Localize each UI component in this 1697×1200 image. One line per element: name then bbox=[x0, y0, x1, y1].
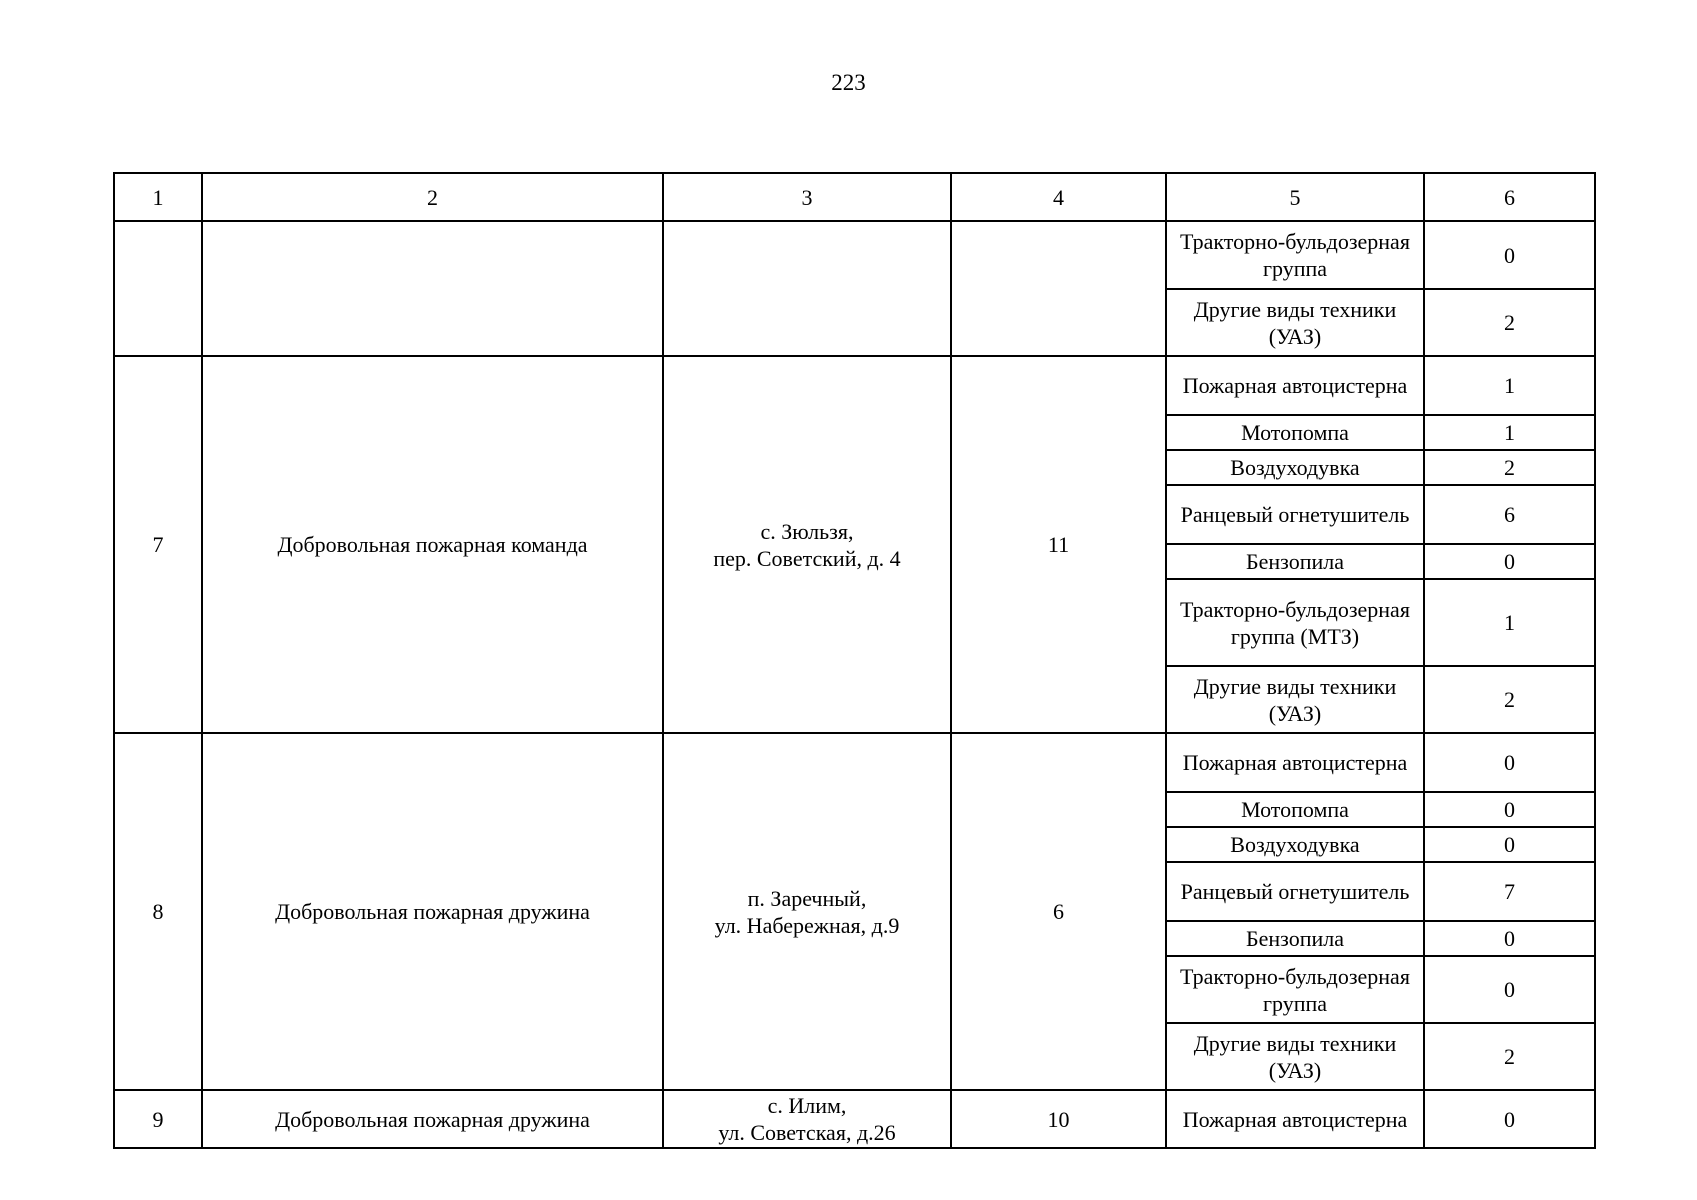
equipment-quantity-cell: 2 bbox=[1424, 289, 1595, 356]
equipment-type-cell: Мотопомпа bbox=[1166, 792, 1424, 827]
equipment-type-cell: Пожарная автоцистерна bbox=[1166, 356, 1424, 415]
unit-name-cell bbox=[202, 221, 663, 356]
table-body bbox=[114, 221, 1595, 1148]
equipment-quantity-cell: 6 bbox=[1424, 485, 1595, 544]
address-line: ул. Советская, д.26 bbox=[718, 1120, 896, 1145]
equipment-type-cell: Тракторно-бульдозерная группа bbox=[1166, 221, 1424, 289]
table-row bbox=[114, 1090, 1595, 1148]
column-header-6: 6 bbox=[1424, 173, 1595, 221]
unit-name-cell: Добровольная пожарная команда bbox=[202, 356, 663, 733]
equipment-type-cell: Пожарная автоцистерна bbox=[1166, 733, 1424, 792]
unit-name-cell: Добровольная пожарная дружина bbox=[202, 733, 663, 1090]
equipment-quantity-cell: 0 bbox=[1424, 1090, 1595, 1148]
unit-name-cell: Добровольная пожарная дружина bbox=[202, 1090, 663, 1148]
equipment-quantity-cell: 0 bbox=[1424, 221, 1595, 289]
equipment-type-cell: Пожарная автоцистерна bbox=[1166, 1090, 1424, 1148]
row-number-cell bbox=[114, 221, 202, 356]
equipment-quantity-cell: 0 bbox=[1424, 792, 1595, 827]
address-line: с. Зюльзя, bbox=[760, 518, 854, 544]
equipment-type-cell: Воздуходувка bbox=[1166, 450, 1424, 485]
equipment-table bbox=[113, 172, 1596, 1149]
address-cell bbox=[663, 356, 951, 733]
row-number-cell: 9 bbox=[114, 1090, 202, 1148]
equipment-quantity-cell: 1 bbox=[1424, 579, 1595, 666]
equipment-type-cell: Бензопила bbox=[1166, 544, 1424, 579]
equipment-quantity-cell: 0 bbox=[1424, 733, 1595, 792]
equipment-quantity-cell: 7 bbox=[1424, 862, 1595, 921]
address-cell bbox=[663, 221, 951, 356]
equipment-type-cell: Воздуходувка bbox=[1166, 827, 1424, 862]
equipment-quantity-cell: 1 bbox=[1424, 415, 1595, 450]
column-header-2: 2 bbox=[202, 173, 663, 221]
equipment-quantity-cell: 2 bbox=[1424, 1023, 1595, 1090]
address-cell bbox=[663, 1090, 951, 1148]
address-line: пер. Советский, д. 4 bbox=[713, 545, 901, 571]
table-row bbox=[114, 356, 1595, 415]
row-number-cell: 8 bbox=[114, 733, 202, 1090]
equipment-quantity-cell: 1 bbox=[1424, 356, 1595, 415]
equipment-quantity-cell: 0 bbox=[1424, 956, 1595, 1023]
row-number-cell: 7 bbox=[114, 356, 202, 733]
column-header-5: 5 bbox=[1166, 173, 1424, 221]
personnel-count-cell: 11 bbox=[951, 356, 1166, 733]
personnel-count-cell bbox=[951, 221, 1166, 356]
equipment-type-cell: Другие виды техники (УАЗ) bbox=[1166, 666, 1424, 733]
page-number: 223 bbox=[831, 70, 866, 95]
equipment-type-cell: Ранцевый огнетушитель bbox=[1166, 485, 1424, 544]
address-line: с. Илим, bbox=[767, 1093, 847, 1118]
personnel-count-cell: 6 bbox=[951, 733, 1166, 1090]
column-header-1: 1 bbox=[114, 173, 202, 221]
column-header-3: 3 bbox=[663, 173, 951, 221]
equipment-quantity-cell: 0 bbox=[1424, 544, 1595, 579]
table-row bbox=[114, 733, 1595, 792]
equipment-type-cell: Другие виды техники (УАЗ) bbox=[1166, 1023, 1424, 1090]
address-cell bbox=[663, 733, 951, 1090]
table-row bbox=[114, 221, 1595, 289]
equipment-type-cell: Тракторно-бульдозерная группа bbox=[1166, 956, 1424, 1023]
equipment-quantity-cell: 2 bbox=[1424, 666, 1595, 733]
table-header-row bbox=[114, 173, 1595, 221]
equipment-quantity-cell: 0 bbox=[1424, 921, 1595, 956]
equipment-quantity-cell: 0 bbox=[1424, 827, 1595, 862]
address-line: ул. Набережная, д.9 bbox=[714, 912, 900, 938]
equipment-type-cell: Мотопомпа bbox=[1166, 415, 1424, 450]
equipment-type-cell: Бензопила bbox=[1166, 921, 1424, 956]
column-header-4: 4 bbox=[951, 173, 1166, 221]
equipment-type-cell: Другие виды техники (УАЗ) bbox=[1166, 289, 1424, 356]
equipment-quantity-cell: 2 bbox=[1424, 450, 1595, 485]
equipment-type-cell: Тракторно-бульдозерная группа (МТЗ) bbox=[1166, 579, 1424, 666]
personnel-count-cell: 10 bbox=[951, 1090, 1166, 1148]
equipment-type-cell: Ранцевый огнетушитель bbox=[1166, 862, 1424, 921]
address-line: п. Заречный, bbox=[747, 885, 867, 911]
